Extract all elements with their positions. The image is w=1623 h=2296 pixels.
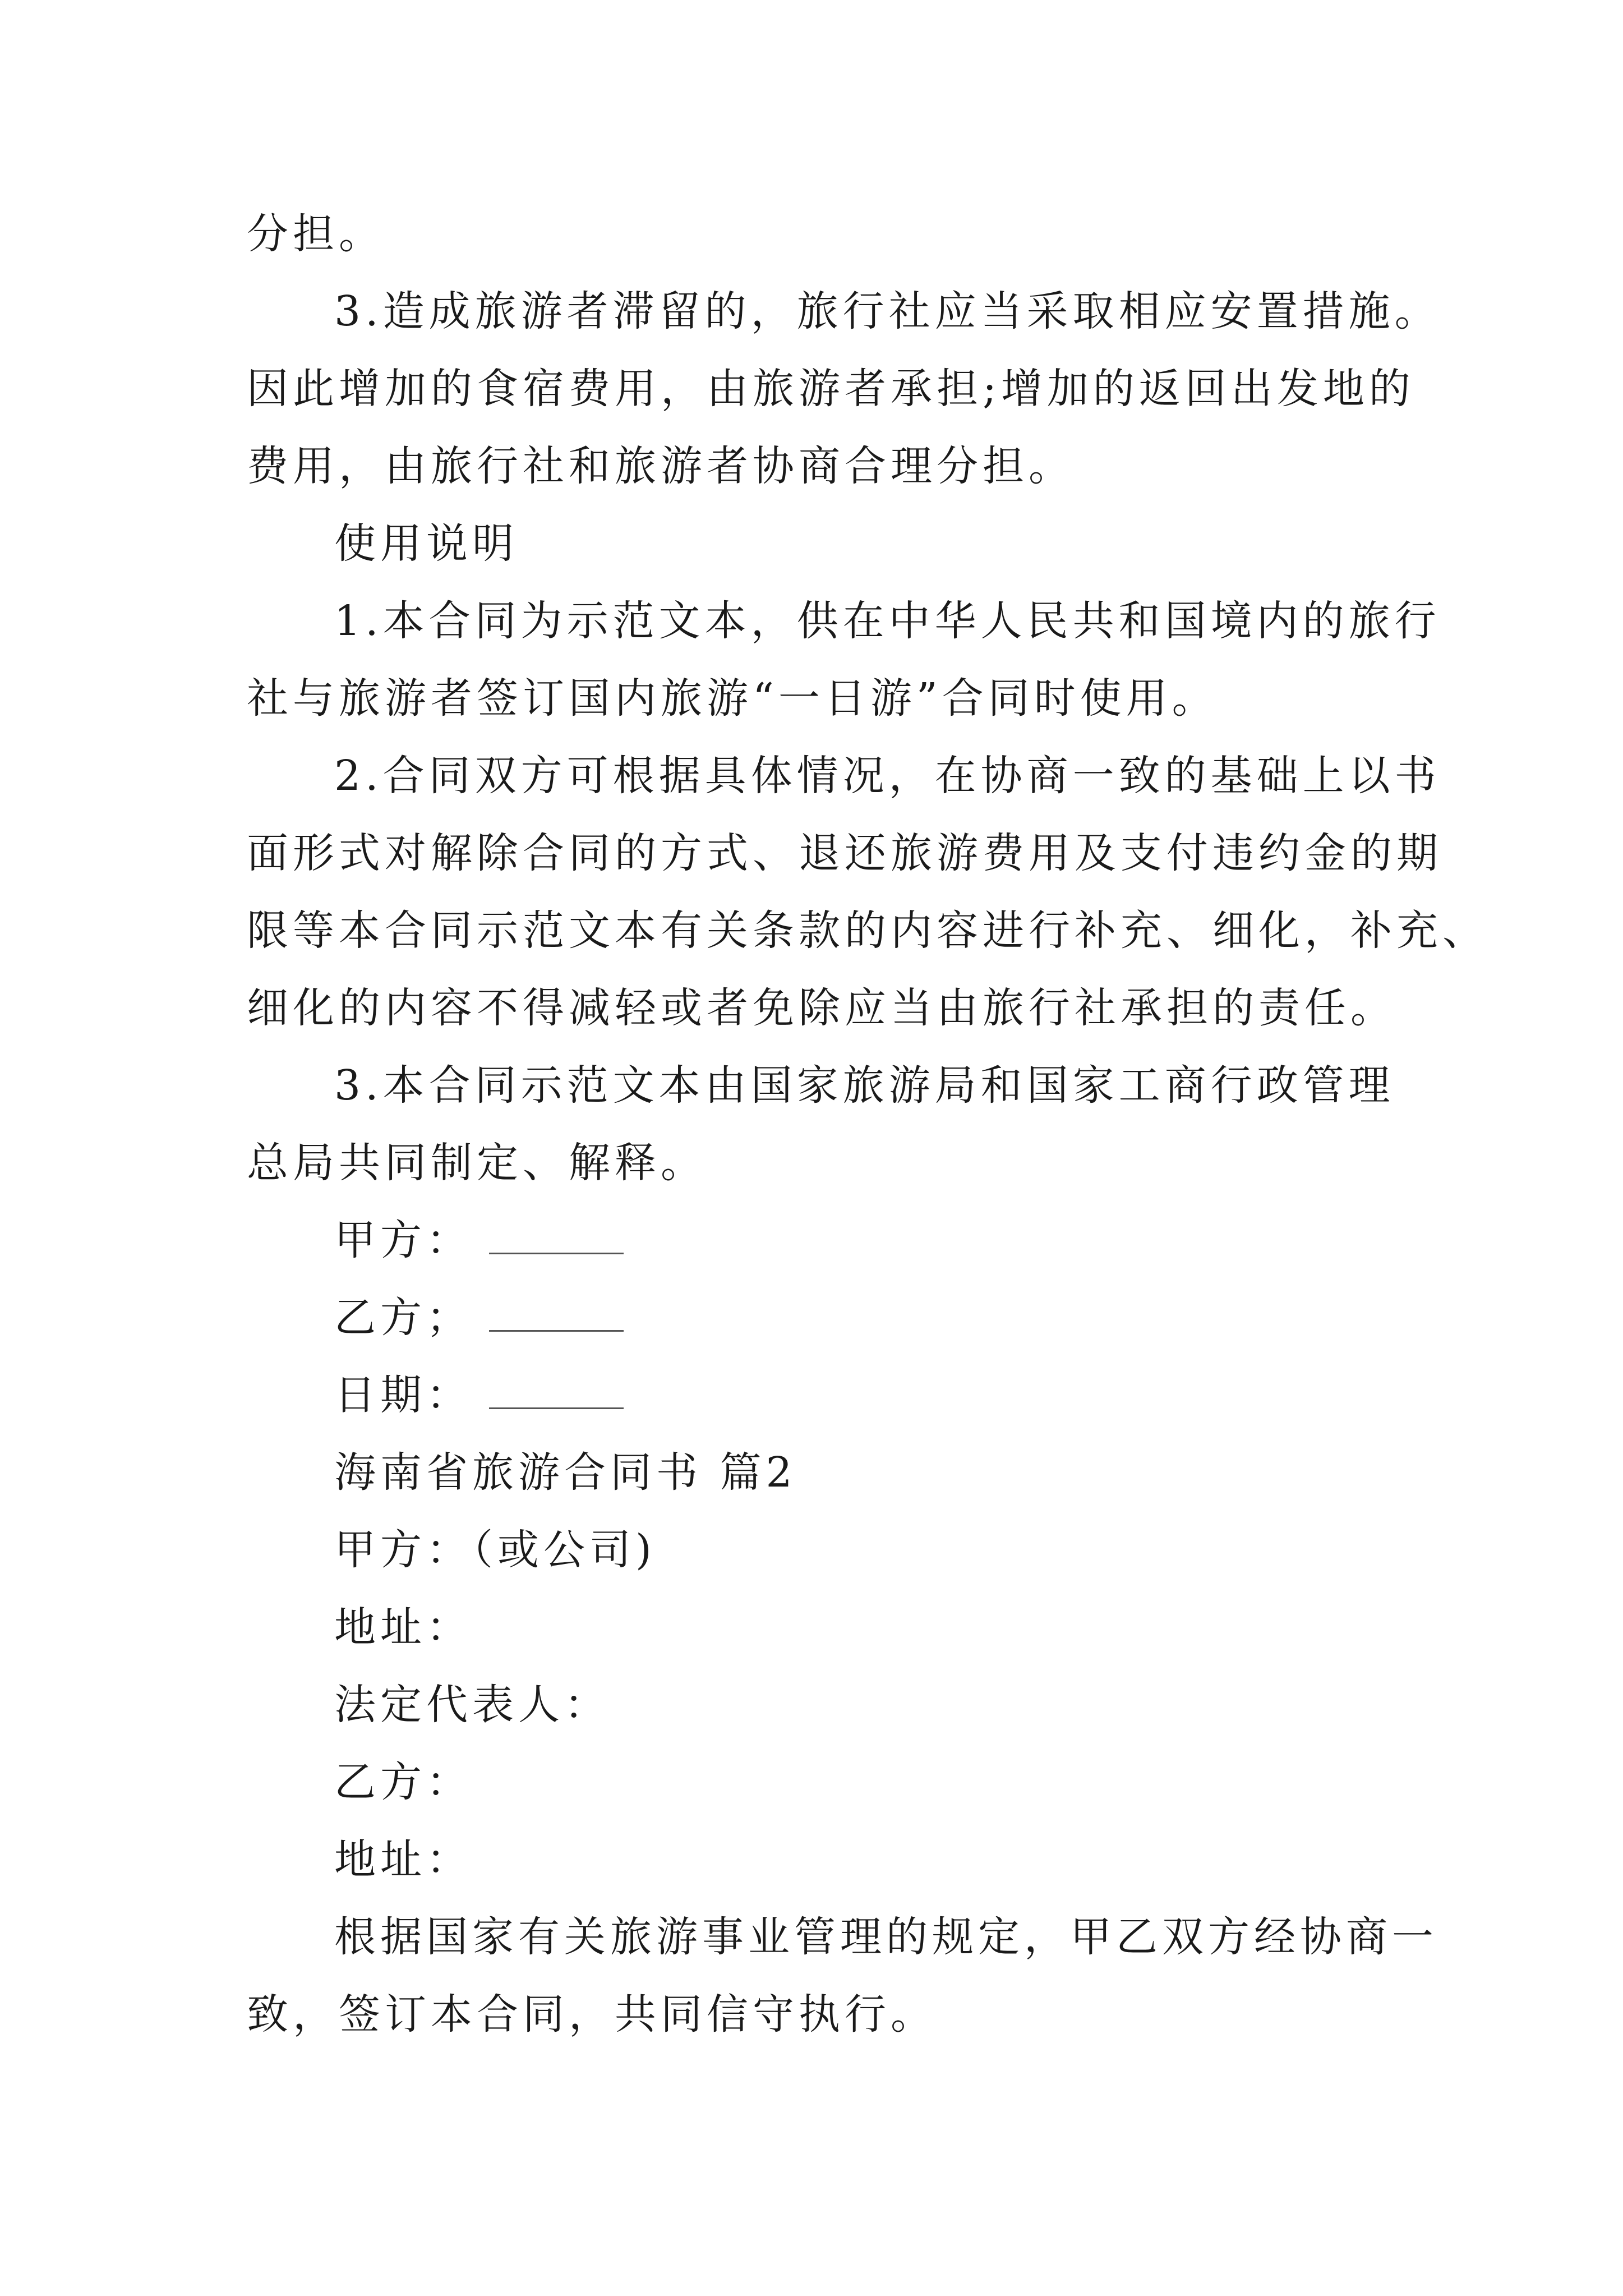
paragraph-line: 社与旅游者签订国内旅游“一日游”合同时使用。: [247, 674, 1218, 723]
legal-representative-field: 法定代表人：: [334, 1681, 610, 1729]
paragraph-line: 2.合同双方可根据具体情况，在协商一致的基础上以书: [334, 752, 1441, 800]
paragraph-line: 分担。: [247, 210, 385, 258]
party-a-field: 甲方：（或公司): [334, 1526, 656, 1574]
date-label: 日期：: [334, 1371, 472, 1419]
paragraph-line: 3.造成旅游者滞留的，旅行社应当采取相应安置措施。: [334, 287, 1441, 335]
party-b-blank: [489, 1297, 624, 1332]
paragraph-line: 面形式对解除合同的方式、退还旅游费用及支付违约金的期: [247, 829, 1442, 877]
paragraph-line: 细化的内容不得减轻或者免除应当由旅行社承担的责任。: [247, 984, 1396, 1032]
signature-date: [247, 1356, 1391, 1434]
section-title: 海南省旅游合同书 篇2: [334, 1448, 797, 1497]
paragraph-line: 费用，由旅行社和旅游者协商合理分担。: [247, 442, 1075, 490]
address-a-field: 地址：: [334, 1603, 472, 1651]
party-a-blank: [489, 1220, 624, 1254]
document-body: [247, 195, 1488, 2053]
paragraph-line: 因此增加的食宿费用，由旅游者承担;增加的返回出发地的: [247, 365, 1415, 413]
paragraph-line: 致，签订本合同，共同信守执行。: [247, 1990, 937, 2039]
party-b-label: 乙方；: [334, 1294, 472, 1342]
paragraph-line: 1.本合同为示范文本，供在中华人民共和国境内的旅行: [334, 597, 1441, 645]
date-blank: [489, 1375, 624, 1409]
signature-party-a: [247, 1202, 1391, 1279]
paragraph-line: 3.本合同示范文本由国家旅游局和国家工商行政管理: [334, 1061, 1395, 1110]
signature-party-b: [247, 1279, 1391, 1356]
paragraph-line: 根据国家有关旅游事业管理的规定，甲乙双方经协商一: [334, 1913, 1438, 1961]
paragraph-line: 限等本合同示范文本有关条款的内容进行补充、细化，补充、: [247, 907, 1488, 955]
party-a-label: 甲方：: [334, 1216, 472, 1264]
paragraph-line: 总局共同制定、解释。: [247, 1139, 707, 1187]
party-b-field: 乙方：: [334, 1758, 472, 1806]
address-b-field: 地址：: [334, 1835, 472, 1884]
section-heading: 使用说明: [334, 519, 518, 568]
